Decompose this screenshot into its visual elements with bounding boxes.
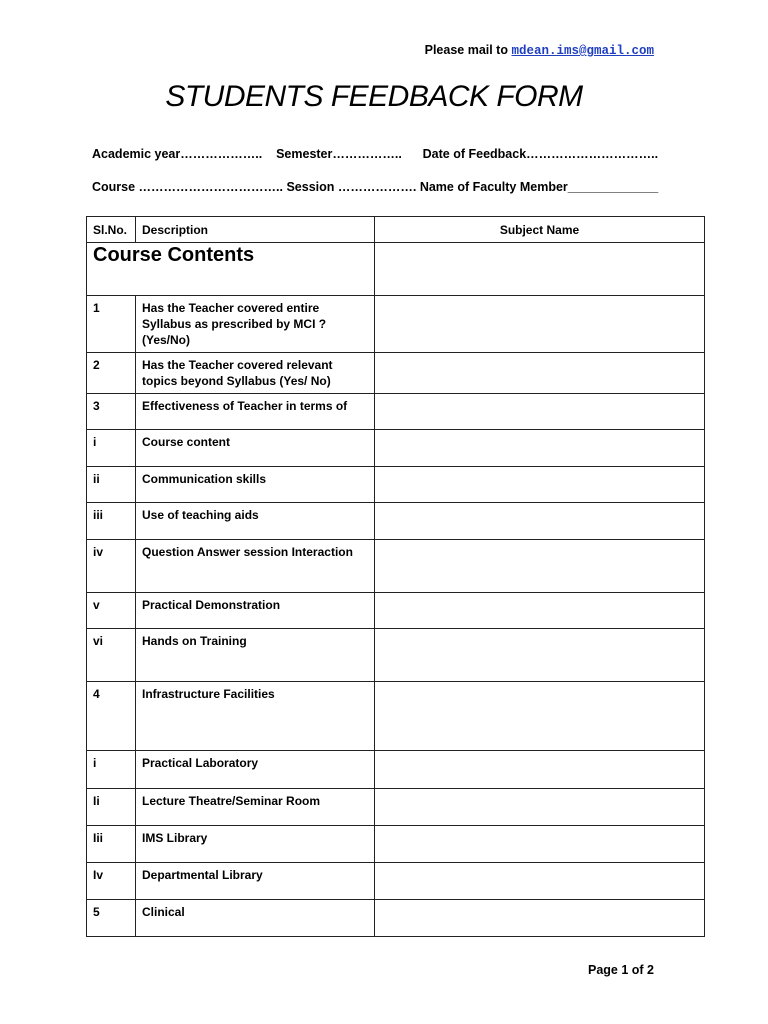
row-description: Use of teaching aids <box>136 503 375 540</box>
row-description: Question Answer session Interaction <box>136 540 375 593</box>
row-description: Departmental Library <box>136 863 375 900</box>
subject-cell[interactable] <box>375 540 705 593</box>
row-description: Has the Teacher covered relevant topics beyond Syllabus (Yes/ No) <box>136 353 375 394</box>
subject-cell[interactable] <box>375 503 705 540</box>
row-description: Course content <box>136 430 375 467</box>
header-description: Description <box>136 217 375 243</box>
row-description: IMS Library <box>136 826 375 863</box>
subject-cell[interactable] <box>375 682 705 751</box>
table-row <box>87 353 705 394</box>
table-row <box>87 540 705 593</box>
table-row <box>87 593 705 629</box>
mail-prefix: Please mail to <box>424 43 512 57</box>
subject-cell[interactable] <box>375 394 705 430</box>
header-slno: Sl.No. <box>87 217 136 243</box>
row-number: i <box>87 430 136 467</box>
subject-cell[interactable] <box>375 430 705 467</box>
row-number: 5 <box>87 900 136 937</box>
subject-cell[interactable] <box>375 629 705 682</box>
header-subject-name: Subject Name <box>375 217 705 243</box>
mail-instruction <box>425 43 654 58</box>
table-row <box>87 751 705 789</box>
meta-line-course: Course …………………………….. Session ………………. Name of Faculty Member_____________ <box>92 180 659 194</box>
subject-cell[interactable] <box>375 789 705 826</box>
row-number: vi <box>87 629 136 682</box>
table-row <box>87 629 705 682</box>
row-description: Hands on Training <box>136 629 375 682</box>
row-number: Ii <box>87 789 136 826</box>
subject-cell[interactable] <box>375 296 705 353</box>
section-row <box>87 243 705 296</box>
table-row <box>87 789 705 826</box>
table-row <box>87 682 705 751</box>
row-number: ii <box>87 467 136 503</box>
subject-cell[interactable] <box>375 900 705 937</box>
subject-cell[interactable] <box>375 863 705 900</box>
row-number: iii <box>87 503 136 540</box>
subject-cell[interactable] <box>375 593 705 629</box>
row-description: Infrastructure Facilities <box>136 682 375 751</box>
row-number: v <box>87 593 136 629</box>
section-title: Course Contents <box>87 243 375 296</box>
row-number: 3 <box>87 394 136 430</box>
page-title: STUDENTS FEEDBACK FORM <box>165 80 583 113</box>
row-description: Practical Laboratory <box>136 751 375 789</box>
row-description: Clinical <box>136 900 375 937</box>
table-row <box>87 296 705 353</box>
table-row <box>87 467 705 503</box>
row-number: 2 <box>87 353 136 394</box>
subject-cell[interactable] <box>375 826 705 863</box>
subject-cell[interactable] <box>375 243 705 296</box>
table-row <box>87 863 705 900</box>
row-description: Practical Demonstration <box>136 593 375 629</box>
subject-cell[interactable] <box>375 751 705 789</box>
row-description: Effectiveness of Teacher in terms of <box>136 394 375 430</box>
table-row <box>87 900 705 937</box>
table-row <box>87 394 705 430</box>
table-row <box>87 826 705 863</box>
table-header-row <box>87 217 705 243</box>
row-number: i <box>87 751 136 789</box>
row-number: 4 <box>87 682 136 751</box>
row-number: 1 <box>87 296 136 353</box>
subject-cell[interactable] <box>375 467 705 503</box>
table-row <box>87 430 705 467</box>
email-link[interactable]: mdean.ims@gmail.com <box>511 44 654 58</box>
row-number: iv <box>87 540 136 593</box>
row-description: Communication skills <box>136 467 375 503</box>
row-number: Iv <box>87 863 136 900</box>
table-row <box>87 503 705 540</box>
subject-cell[interactable] <box>375 353 705 394</box>
page-number: Page 1 of 2 <box>588 963 654 977</box>
row-number: Iii <box>87 826 136 863</box>
meta-line-academic: Academic year……………….. Semester…………….. Date of Feedback………………………….. <box>92 147 659 161</box>
feedback-table <box>86 216 705 937</box>
row-description: Lecture Theatre/Seminar Room <box>136 789 375 826</box>
row-description: Has the Teacher covered entire Syllabus as prescribed by MCI ? (Yes/No) <box>136 296 375 353</box>
